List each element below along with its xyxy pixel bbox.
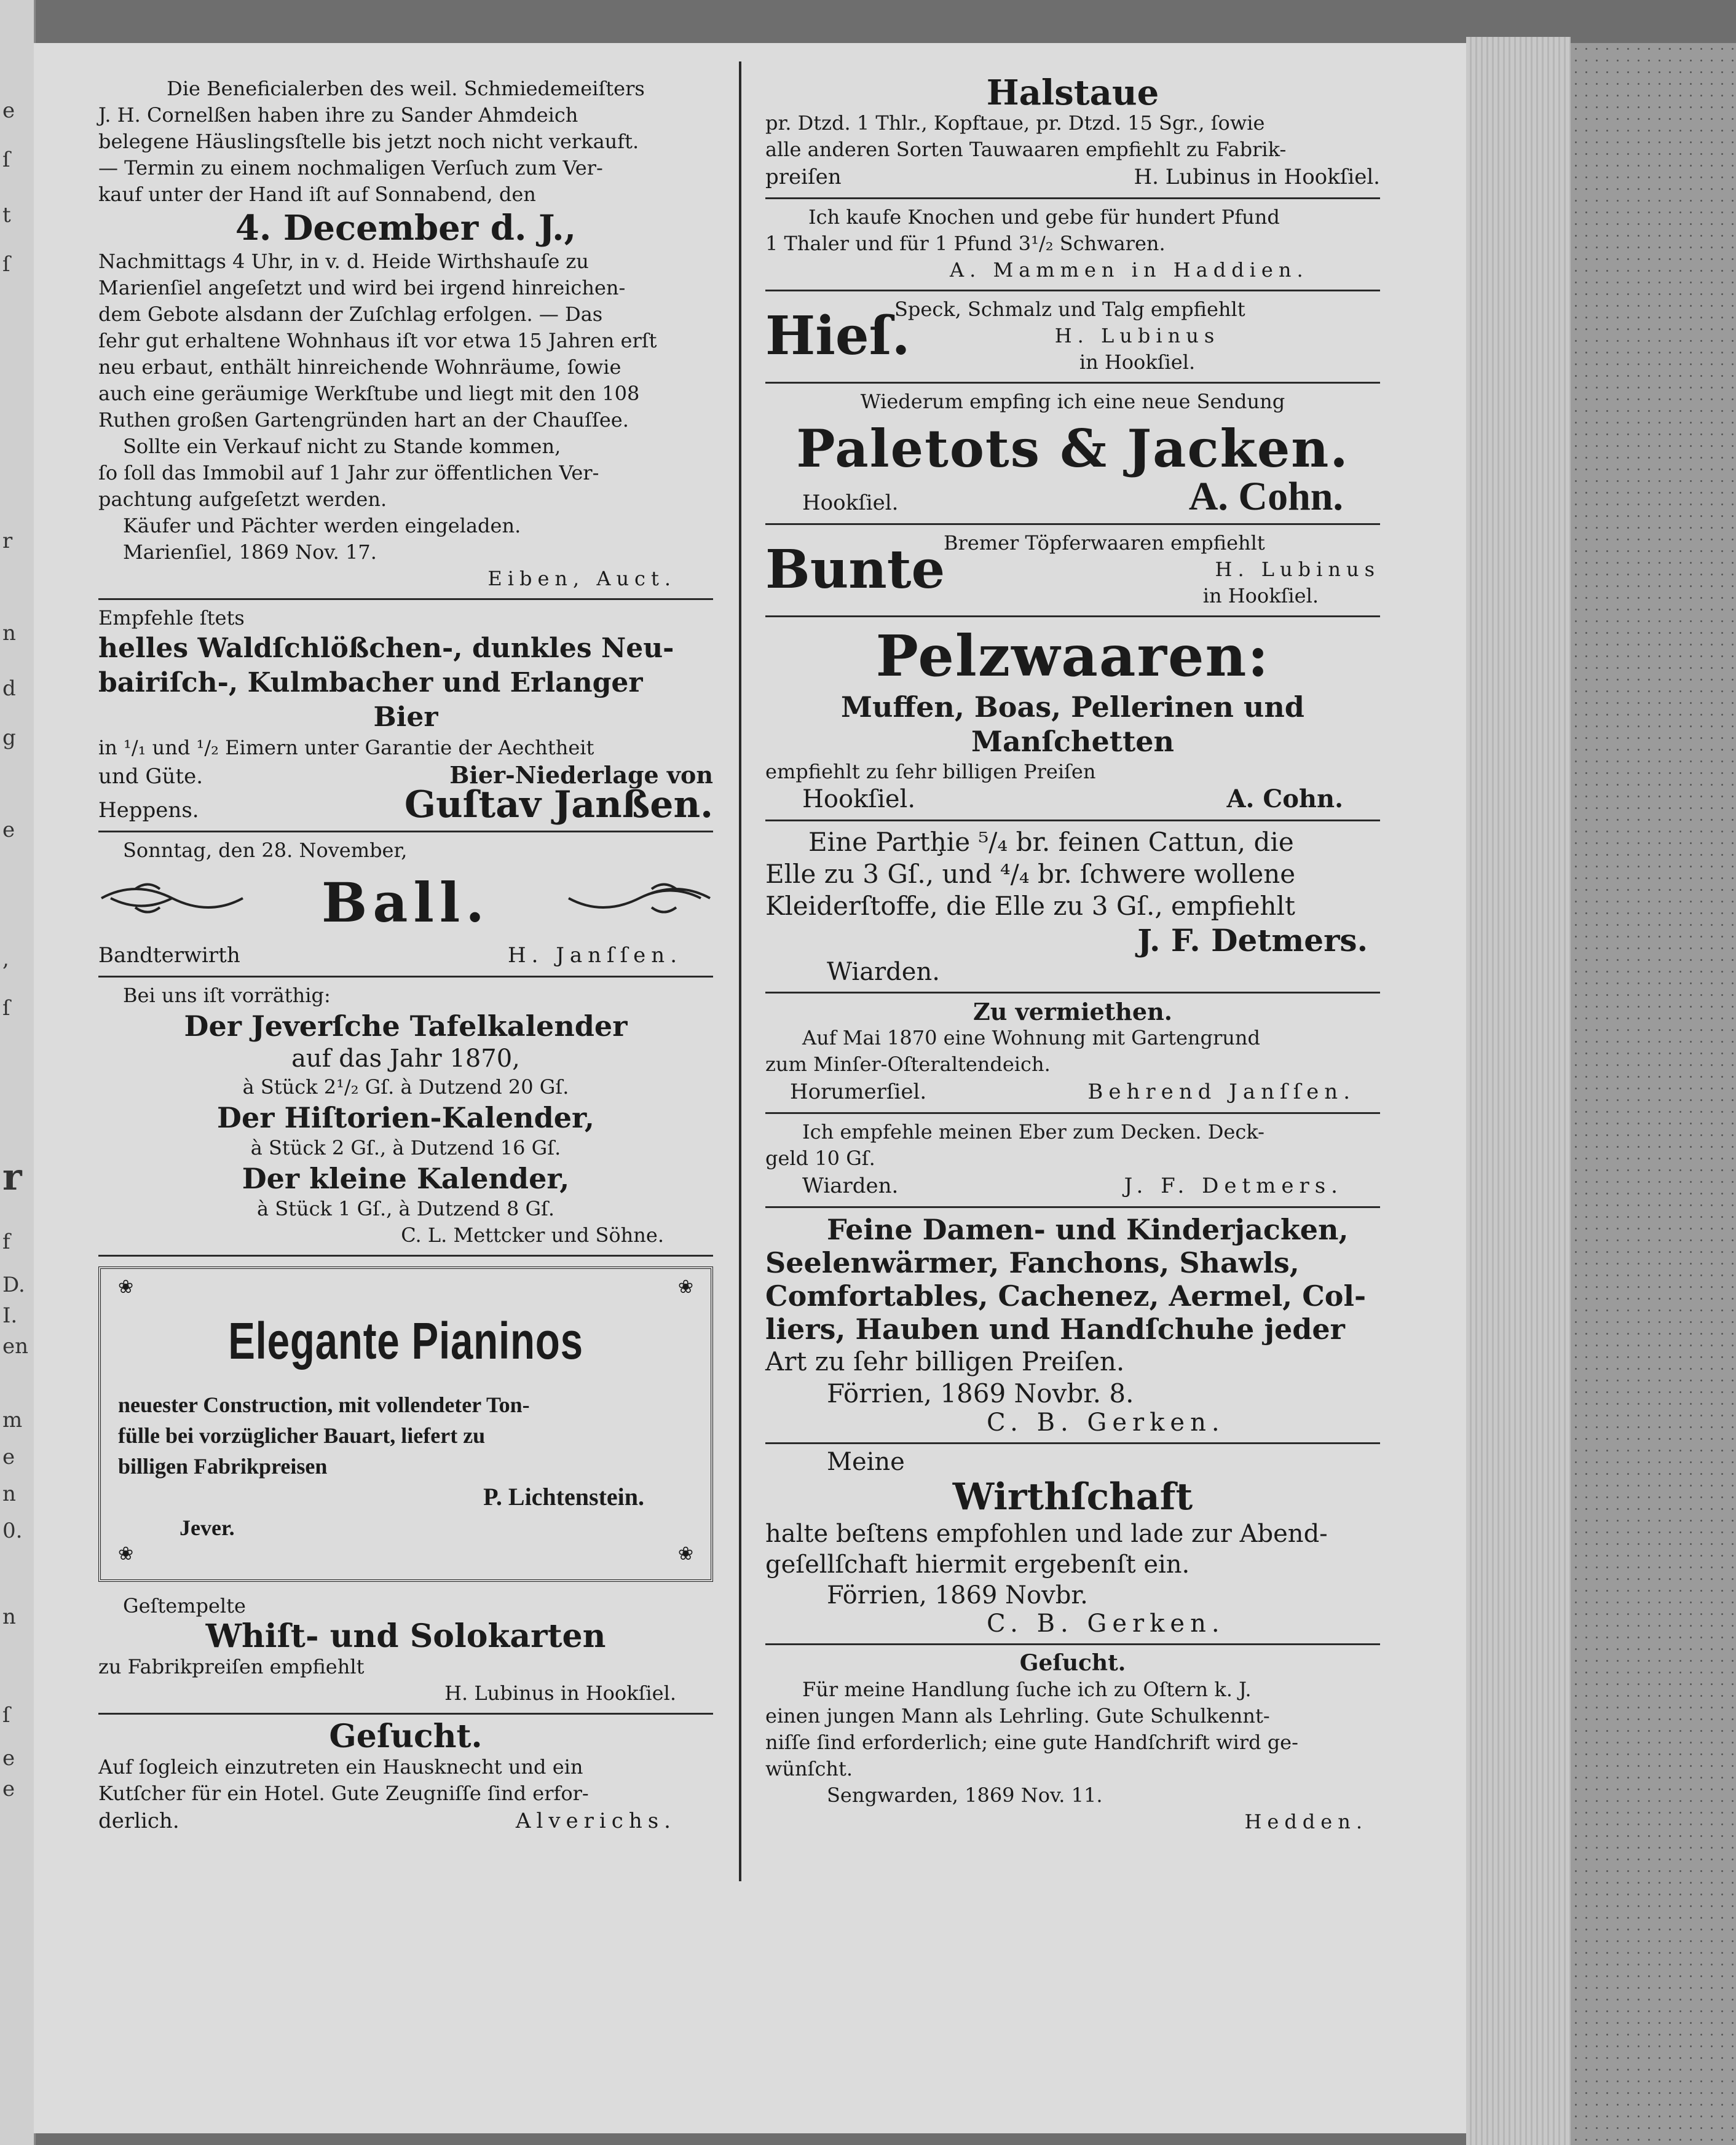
ad-signature-row	[98, 941, 713, 970]
ad-text-line: Sonntag, den 28. November,	[123, 839, 408, 862]
calendar-title: Der kleine Kalender,	[242, 1162, 570, 1195]
ad-text-line: Bremer Töpferwaaren empfiehlt	[944, 531, 1265, 555]
ad-for-rent	[765, 993, 1380, 1114]
margin-fragment: f	[2, 1230, 10, 1254]
ad-text-line: Kleiderſtoffe, die Elle zu 3 Gſ., empfiehlt	[765, 891, 1295, 921]
ad-pottery	[765, 525, 1380, 617]
ad-ball	[98, 832, 713, 978]
ad-bacon	[765, 291, 1380, 384]
ad-text-line: Nachmittags 4 Uhr, in v. d. Heide Wirthshauſe zu	[98, 250, 589, 273]
ad-signature: A. Cohn.	[1226, 784, 1343, 813]
ad-text-line: auf das Jahr 1870,	[291, 1045, 520, 1073]
rosette-icon: ❀	[677, 1543, 693, 1565]
flourish-right-icon	[566, 877, 713, 929]
ad-headline: Geſucht.	[1019, 1650, 1126, 1676]
ad-text-line: Speck, Schmalz und Talg empfiehlt	[894, 298, 1245, 321]
ad-text-line: Seelenwärmer, Fanchons, Shawls,	[765, 1246, 1300, 1279]
ad-text-line: Wiederum empfing ich eine neue Sendung	[860, 390, 1285, 413]
margin-fragment: ,	[2, 947, 9, 971]
auction-date: 4. December d. J.,	[235, 208, 577, 248]
ad-signature: C. B. Gerken.	[987, 1408, 1225, 1437]
ad-signature: A. Mammen in Haddien.	[950, 258, 1309, 282]
ad-text-line: kauf unter der Hand iſt auf Sonnabend, den	[98, 183, 536, 206]
ad-text-line: einen jungen Mann als Lehrling. Gute Schulkennt-	[765, 1704, 1270, 1728]
flourish-left-icon	[98, 877, 246, 929]
ad-text-line: pachtung aufgeſetzt werden.	[98, 488, 387, 511]
ad-text-line: neu erbaut, enthält hinreichende Wohnräume, ſowie	[98, 355, 621, 379]
ad-text-line: Sollte ein Verkauf nicht zu Stande kommen,	[123, 435, 561, 458]
ad-text-line: auch eine geräumige Werkſtube und liegt mit den 108	[98, 382, 640, 405]
margin-fragment: t	[2, 203, 11, 227]
ad-text-line: geſellſchaft hiermit ergebenſt ein.	[765, 1550, 1190, 1579]
rosette-icon: ❀	[118, 1543, 134, 1565]
ad-signature: H. Janſſen.	[507, 943, 682, 968]
ad-signature: H. Lubinus in Hookſiel.	[444, 1681, 676, 1705]
ad-text-line: ſo ſoll das Immobil auf 1 Jahr zur öffentlichen Ver-	[98, 461, 599, 484]
frame-ornament-row	[118, 1276, 693, 1298]
ad-playing-cards	[98, 1588, 713, 1715]
ad-headline: Bunte	[765, 538, 945, 601]
margin-fragment: ſ	[2, 1703, 10, 1728]
ad-text-line: halte beſtens empfohlen und lade zur Abend-	[765, 1520, 1328, 1548]
ad-text-line: Die Beneficialerben des weil. Schmiedemeiſters	[167, 77, 645, 100]
calendar-title: Der Jeverſche Tafelkalender	[184, 1009, 628, 1043]
ad-headline: bairiſch-, Kulmbacher und Erlanger	[98, 667, 643, 698]
adjacent-page-margin	[0, 0, 36, 2145]
ad-headline: Wirthſchaft	[952, 1475, 1193, 1519]
calendar-price: à Stück 2 Gſ., à Dutzend 16 Gſ.	[250, 1136, 561, 1159]
ad-subheadline: Manſchetten	[971, 725, 1174, 758]
ad-text-line: belegene Häuslingsſtelle bis jetzt noch nicht verkauft.	[98, 130, 639, 153]
ad-text-line: — Termin zu einem nochmaligen Verſuch zum Ver-	[98, 156, 603, 180]
ad-text: und Güte.	[98, 764, 203, 789]
ad-text-line: dem Gebote alsdann der Zuſchlag erfolgen. — Das	[98, 302, 603, 326]
rosette-icon: ❀	[118, 1276, 134, 1298]
ad-headline: helles Waldſchlößchen-, dunkles Neu-	[98, 633, 674, 664]
margin-fragment: m	[2, 1408, 23, 1432]
margin-fragment: 0.	[2, 1519, 23, 1543]
left-column	[98, 71, 713, 1841]
ad-text-line: J. H. Cornelßen haben ihre zu Sander Ahmdeich	[98, 103, 578, 127]
ad-text-line: Ruthen großen Gartengründen hart an der Chauſſee.	[98, 408, 629, 432]
margin-fragment: ſ	[2, 996, 10, 1021]
margin-fragment: d	[2, 676, 16, 701]
ad-signature: J. F. Detmers.	[1137, 922, 1368, 958]
ad-place: Wiarden.	[827, 958, 940, 986]
ad-text-line: Eine Partḩie ⁵/₄ br. feinen Cattun, die	[808, 827, 1294, 857]
ad-text-line: empfiehlt zu ſehr billigen Preiſen	[765, 760, 1096, 783]
ad-text-line: ſehr gut erhaltene Wohnhaus iſt vor etwa 15 Jahren erſt	[98, 329, 657, 352]
rosette-icon: ❀	[677, 1276, 693, 1298]
ad-signature-row	[98, 783, 713, 826]
calendar-price: à Stück 1 Gſ., à Dutzend 8 Gſ.	[256, 1197, 555, 1220]
ad-signature: C. L. Mettcker und Söhne.	[401, 1223, 664, 1247]
ad-date: Förrien, 1869 Novbr. 8.	[827, 1378, 1134, 1408]
ad-text-line: zu Fabrikpreiſen empfiehlt	[98, 1655, 365, 1678]
ad-auction	[98, 71, 713, 600]
ad-text-line: Bei uns iſt vorräthig:	[123, 984, 331, 1007]
ad-place: Hookſiel.	[802, 491, 899, 515]
ad-text-line: geld 10 Gſ.	[765, 1147, 875, 1170]
margin-fragment: ſ	[2, 252, 10, 277]
ad-headline: Hieſ.	[765, 304, 910, 367]
ad-signature: C. B. Gerken.	[987, 1610, 1225, 1638]
ad-text-line: Auf ſogleich einzutreten ein Hausknecht und ein	[98, 1755, 583, 1779]
ad-headline: Whiſt- und Solokarten	[205, 1618, 606, 1655]
ad-text-line: niſſe ſind erforderlich; eine gute Handſchrift wird ge-	[765, 1731, 1298, 1754]
ad-date: Sengwarden, 1869 Nov. 11.	[827, 1784, 1103, 1807]
ad-headline: Zu vermiethen.	[973, 998, 1172, 1025]
margin-fragment: r	[2, 529, 13, 553]
ad-furs	[765, 617, 1380, 821]
ad-signature-row	[765, 163, 1380, 191]
ad-place: in Hookſiel.	[1202, 584, 1319, 607]
ad-text-line: Feine Damen- und Kinderjacken,	[827, 1213, 1349, 1246]
ad-text-line: fülle bei vorzüglicher Bauart, liefert zu	[118, 1423, 486, 1448]
ad-signature: A. Cohn.	[1188, 474, 1343, 519]
ad-bones	[765, 199, 1380, 291]
ad-signature: Guſtav Janßen.	[404, 783, 713, 826]
column-divider	[739, 61, 741, 1881]
ad-pianos-framed	[98, 1266, 713, 1582]
margin-fragment: g	[2, 725, 16, 750]
ad-place: Hookſiel.	[802, 785, 916, 813]
ad-signature-row	[765, 474, 1380, 519]
frame-ornament-row	[118, 1543, 693, 1565]
ad-jackets	[765, 1208, 1380, 1444]
pianos-title: Elegante Pianinos	[228, 1312, 583, 1370]
ad-signature: Hedden.	[1244, 1810, 1368, 1833]
margin-fragment: n	[2, 1605, 16, 1629]
margin-fragment: e	[2, 1746, 15, 1771]
ad-signature: Behrend Janſſen.	[1087, 1080, 1355, 1104]
margin-fragment: D.	[2, 1273, 25, 1297]
ad-text-line: Kutſcher für ein Hotel. Gute Zeugniſſe ſind erfor-	[98, 1782, 589, 1805]
ad-signature: H. Lubinus	[1215, 558, 1380, 581]
ad-text-line: 1 Thaler und für 1 Pfund 3¹/₂ Schwaren.	[765, 232, 1166, 255]
ad-text-block	[894, 296, 1380, 376]
ad-text: derlich.	[98, 1809, 180, 1833]
margin-fragment: ſ	[2, 148, 10, 172]
ad-apprentice-wanted	[765, 1645, 1380, 1841]
ad-text-line: zum Minſer-Oſteraltendeich.	[765, 1053, 1051, 1076]
ad-text-line: Art zu ſehr billigen Preiſen.	[765, 1346, 1125, 1377]
margin-fragment: r	[2, 1156, 22, 1199]
ad-signature: H. Lubinus in Hookſiel.	[1134, 165, 1380, 189]
ad-text-line: Comfortables, Cachenez, Aermel, Col-	[765, 1279, 1367, 1313]
ad-headline: Halstaue	[986, 73, 1159, 113]
ad-place: Bandterwirth	[98, 943, 240, 968]
ad-place: Jever.	[180, 1515, 235, 1540]
calendar-price: à Stück 2¹/₂ Gſ. à Dutzend 20 Gſ.	[242, 1075, 569, 1099]
ad-text: preiſen	[765, 165, 842, 189]
page-stack-edge	[1466, 37, 1571, 2145]
ad-text-line: liers, Hauben und Handſchuhe jeder	[765, 1313, 1345, 1346]
ad-cotton	[765, 821, 1380, 993]
right-column	[765, 71, 1380, 1841]
ad-inn	[765, 1444, 1380, 1645]
margin-fragment: n	[2, 621, 16, 646]
ad-text-line: Auf Mai 1870 eine Wohnung mit Gartengrund	[802, 1026, 1260, 1049]
ad-text-line: Käufer und Pächter werden eingeladen.	[123, 514, 521, 537]
ad-text-line: in ¹/₁ und ¹/₂ Eimern unter Garantie der Aechtheit	[98, 736, 594, 759]
ad-paletots	[765, 384, 1380, 525]
ad-text-line: Ich kaufe Knochen und gebe für hundert Pfund	[808, 205, 1280, 229]
ad-text-line: billigen Fabrikpreisen	[118, 1454, 328, 1479]
ad-signature: H. Lubinus	[1054, 324, 1220, 347]
ad-signature-row	[765, 1172, 1380, 1200]
ad-date: Förrien, 1869 Novbr.	[827, 1581, 1088, 1610]
ball-headline-row	[98, 869, 713, 936]
ad-ropes	[765, 71, 1380, 199]
ad-text-line: pr. Dtzd. 1 Thlr., Kopftaue, pr. Dtzd. 15 Sgr., ſowie	[765, 111, 1265, 135]
ad-signature: Alverichs.	[515, 1809, 676, 1833]
ad-boar	[765, 1114, 1380, 1208]
ad-headline: Paletots & Jacken.	[796, 418, 1349, 479]
ad-text-line: Elle zu 3 Gſ., und ⁴/₄ br. ſchwere wollene	[765, 859, 1296, 889]
ad-text-line: alle anderen Sorten Tauwaaren empfiehlt zu Fabrik-	[765, 138, 1287, 161]
margin-fragment: e	[2, 818, 15, 842]
ball-title: Ball.	[322, 871, 490, 934]
ad-text-line: Empfehle ſtets	[98, 606, 245, 630]
ad-text: Bier-Niederlage von	[449, 761, 713, 789]
ad-text-line: Marienſiel, 1869 Nov. 17.	[123, 540, 377, 564]
ad-signature-row	[98, 1807, 713, 1835]
speckled-cover-edge	[1571, 43, 1736, 2145]
ad-text-line: neuester Construction, mit vollendeter Ton-	[118, 1392, 530, 1417]
margin-fragment: I.	[2, 1303, 18, 1328]
margin-fragment: e	[2, 1777, 15, 1801]
margin-fragment: en	[2, 1334, 29, 1359]
ad-text-line: Für meine Handlung ſuche ich zu Oſtern k. J.	[802, 1678, 1252, 1701]
ad-subheadline: Muffen, Boas, Pellerinen und	[841, 690, 1304, 724]
ad-headline: Pelzwaaren:	[875, 623, 1270, 689]
ad-text-line: wünſcht.	[765, 1757, 853, 1780]
margin-fragment: n	[2, 1482, 16, 1506]
ad-calendars	[98, 978, 713, 1257]
margin-fragment: e	[2, 98, 15, 123]
ad-text-line: Geſtempelte	[123, 1594, 246, 1618]
ad-headline: Bier	[373, 701, 438, 733]
ad-wanted-staff	[98, 1715, 713, 1841]
margin-fragment: e	[2, 1445, 15, 1469]
ad-text-line: Ich empfehle meinen Eber zum Decken. Deck-	[802, 1120, 1265, 1144]
ad-place: Heppens.	[98, 798, 199, 823]
ad-place: Horumerſiel.	[790, 1080, 927, 1104]
ad-text-line: Meine	[827, 1448, 905, 1476]
ad-signature: P. Lichtenstein.	[483, 1483, 644, 1511]
calendar-title: Der Hiſtorien-Kalender,	[217, 1101, 594, 1134]
ad-signature-row	[765, 785, 1380, 813]
ad-headline: Geſucht.	[329, 1718, 483, 1755]
ad-beer	[98, 600, 713, 832]
ad-place: in Hookſiel.	[1079, 350, 1196, 374]
ad-place: Wiarden.	[802, 1174, 899, 1198]
ad-signature: J. F. Detmers.	[1124, 1174, 1343, 1198]
ad-text-line: Marienſiel angeſetzt und wird bei irgend hinreichen-	[98, 276, 626, 299]
ad-signature-row	[765, 1078, 1380, 1106]
ad-text-block	[944, 530, 1380, 609]
ad-signature: Eiben, Auct.	[487, 567, 676, 590]
